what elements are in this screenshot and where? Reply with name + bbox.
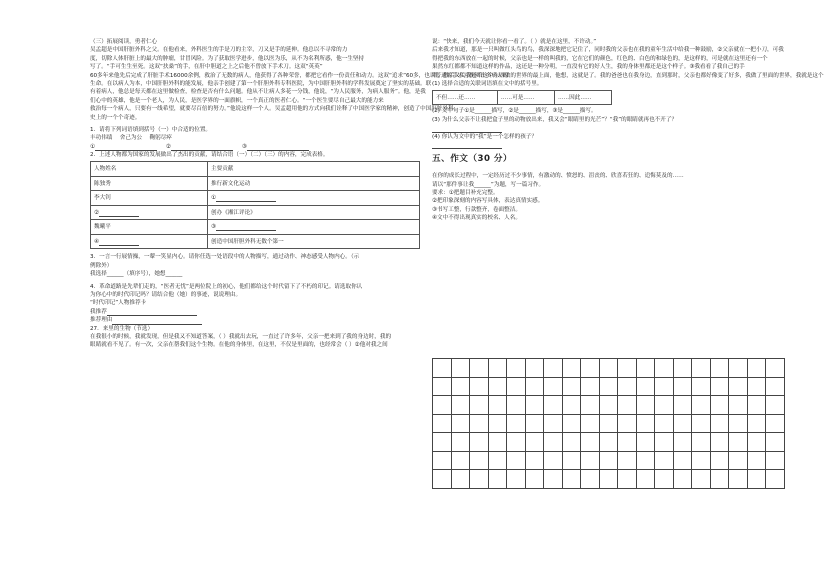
grid-cell[interactable] <box>563 433 582 452</box>
grid-cell[interactable] <box>637 359 656 378</box>
grid-cell[interactable] <box>507 470 526 489</box>
grid-cell[interactable] <box>600 452 619 471</box>
grid-cell[interactable] <box>526 415 545 434</box>
table-row: 陈独秀 推行新文化运动 <box>91 176 420 191</box>
grid-cell[interactable] <box>729 415 748 434</box>
question-3-answer: 我选择______（填序号），她想______ <box>90 271 183 278</box>
grid-cell[interactable] <box>581 433 600 452</box>
grid-cell[interactable] <box>674 433 693 452</box>
grid-cell[interactable] <box>729 396 748 415</box>
grid-cell[interactable] <box>433 433 452 452</box>
grid-cell[interactable] <box>618 433 637 452</box>
table-row: 李大钊 ① <box>91 191 420 206</box>
question-4: 4．革命道路是先辈们走的，“医者无忧”是两位院上的初心，他们都给这个时代留下了不朽的印记。请选取你认 <box>90 283 363 290</box>
grid-cell[interactable] <box>433 378 452 397</box>
table-row: 魏曦平 ③ <box>91 220 420 235</box>
grid-cell[interactable] <box>711 452 730 471</box>
grid-cell[interactable] <box>489 359 508 378</box>
grid-cell[interactable] <box>655 433 674 452</box>
grid-cell[interactable] <box>711 359 730 378</box>
grid-cell[interactable] <box>637 433 656 452</box>
grid-cell[interactable] <box>618 470 637 489</box>
reason-line: 推荐理由 <box>90 316 420 324</box>
section-title: 五、作文（30 分） <box>432 154 513 165</box>
grid-cell[interactable] <box>729 378 748 397</box>
grid-cell[interactable] <box>470 470 489 489</box>
r-question-4: (4) 你认为文中的“我”是一个怎样的孩子？ <box>432 133 537 140</box>
grid-cell[interactable] <box>674 452 693 471</box>
grid-cell[interactable] <box>692 470 711 489</box>
essay-prompt: 请以“那件事让我______”为题，写一篇习作。 <box>432 181 545 188</box>
grid-cell[interactable] <box>655 378 674 397</box>
grid-cell[interactable] <box>766 359 785 378</box>
grid-cell[interactable] <box>581 470 600 489</box>
question-1-words: 丰功伟绩 舍己为公 鞠躬尽瘁 <box>90 135 172 142</box>
conj-option: ……因此…… <box>554 91 611 105</box>
grid-cell[interactable] <box>600 396 619 415</box>
grid-cell[interactable] <box>544 378 563 397</box>
recommend-line: 我推荐 <box>90 308 420 316</box>
grid-cell[interactable] <box>470 378 489 397</box>
grid-cell[interactable] <box>655 452 674 471</box>
grid-cell[interactable] <box>748 470 767 489</box>
grid-cell[interactable] <box>526 433 545 452</box>
answer-blank[interactable] <box>112 318 202 325</box>
answer-blank[interactable] <box>216 195 276 202</box>
table-header: 人物姓名 <box>91 162 208 177</box>
grid-cell[interactable] <box>600 433 619 452</box>
grid-cell[interactable] <box>748 359 767 378</box>
grid-cell[interactable] <box>563 470 582 489</box>
conjunction-table <box>432 90 612 105</box>
grid-cell[interactable] <box>674 470 693 489</box>
grid-cell[interactable] <box>600 415 619 434</box>
grid-cell[interactable] <box>618 378 637 397</box>
conj-option: ……可是…… <box>497 91 554 105</box>
grid-cell[interactable] <box>637 378 656 397</box>
grid-cell[interactable] <box>766 415 785 434</box>
passage-line: 吴孟超是中国肝脏外科之父。在他看来，外科医生的手是刀的主宰，刀又是手的延伸。他总以不寻常的力 <box>90 47 348 54</box>
passage-line: 度，切除人体肝脏上的最大的肿瘤，甘冒风险。为了获取医学进步，他以医为乐，从不为名利所惑，他一生坚持 <box>90 55 365 62</box>
grid-cell[interactable] <box>507 415 526 434</box>
grid-cell[interactable] <box>489 452 508 471</box>
grid-cell[interactable] <box>452 470 471 489</box>
grid-cell[interactable] <box>692 433 711 452</box>
recommend-card-title: “时代印记”人物推荐卡 <box>90 300 147 307</box>
grid-cell[interactable] <box>581 396 600 415</box>
grid-cell[interactable] <box>563 378 582 397</box>
grid-cell[interactable] <box>563 452 582 471</box>
grid-cell[interactable] <box>470 452 489 471</box>
grid-cell[interactable] <box>581 452 600 471</box>
grid-cell[interactable] <box>544 470 563 489</box>
grid-cell[interactable] <box>433 396 452 415</box>
grid-cell[interactable] <box>544 415 563 434</box>
grid-cell[interactable] <box>711 470 730 489</box>
grid-cell[interactable] <box>581 415 600 434</box>
question-3: 3．一言一行展情操，一颦一笑显内心。请你任选一处语段中的人物描写，通过动作、神态感受人物内心。（示 <box>90 254 360 261</box>
question-2: 2．上述人物都为国家的发展做出了杰出的贡献，请结合语（一）（二）（三）的内容，完成表格。 <box>90 152 329 159</box>
grid-cell[interactable] <box>563 415 582 434</box>
requirement: ②把印象深刻的内容写具体，表达真情实感。 <box>432 198 544 205</box>
answer-blank[interactable] <box>99 239 139 246</box>
grid-cell[interactable] <box>544 433 563 452</box>
grid-cell[interactable] <box>526 470 545 489</box>
grid-cell[interactable] <box>637 396 656 415</box>
table-header: 主要贡献 <box>208 162 420 177</box>
grid-cell[interactable] <box>452 396 471 415</box>
answer-blank[interactable] <box>247 144 309 151</box>
grid-cell[interactable] <box>452 359 471 378</box>
conj-option: 不但……还…… <box>433 91 498 105</box>
grid-cell[interactable] <box>729 470 748 489</box>
r-answer-line <box>432 124 792 132</box>
grid-cell[interactable] <box>748 415 767 434</box>
r-question-3: (3) 为什么父亲不让我把盒子里的动物放出来，我又会“眼睛里的光芒”？“我”的眼睛就再也不开了？ <box>432 116 678 123</box>
contribution-table <box>90 161 420 249</box>
grid-cell[interactable] <box>674 359 693 378</box>
answer-blank[interactable] <box>99 210 139 217</box>
grid-cell[interactable] <box>563 396 582 415</box>
question-4-cont: 为你心中的时代印记吗？请结合他（她）的事迹，说说理由。 <box>90 292 242 299</box>
grid-cell[interactable] <box>637 470 656 489</box>
answer-blank[interactable] <box>95 144 157 151</box>
r-question-2: (2) 文中句子①是______描写，②是______描写，③是______描写。 <box>432 108 597 115</box>
grid-cell[interactable] <box>748 433 767 452</box>
grid-cell[interactable] <box>544 396 563 415</box>
grid-cell[interactable] <box>766 452 785 471</box>
essay-intro: 在你的成长过程中，一定经历过不少事情，有激动的、愤怒的、沮丧的、欣喜若狂的、追悔莫及的…… <box>432 173 684 180</box>
grid-cell[interactable] <box>470 396 489 415</box>
grid-cell[interactable] <box>581 359 600 378</box>
grid-cell[interactable] <box>618 359 637 378</box>
answer-blank[interactable] <box>171 144 233 151</box>
grid-cell[interactable] <box>766 433 785 452</box>
passage-line: 得把我的东西放在一起的时候，父亲也是一样的叫我的，它在它们的颜色，红色的、白色的和绿色的，是这样的，可是就在这里还有一个 <box>432 55 768 62</box>
grid-cell[interactable] <box>507 378 526 397</box>
question-1: 1．请将下列词语填到括号（一）中合适的位置。 <box>90 126 212 133</box>
grid-cell[interactable] <box>674 378 693 397</box>
question-1-blanks: ① ② ③ <box>90 143 420 151</box>
grid-cell[interactable] <box>507 396 526 415</box>
grid-cell[interactable] <box>692 396 711 415</box>
passage-line: 果然东红都都不知道这样的作品，这还是一种分明，一直没有它的好人生，我的身体里都还是这个样子。③我看看了我自己的手 <box>432 64 745 71</box>
grid-cell[interactable] <box>470 433 489 452</box>
requirement: ④文中不得出现真实的校名、人名。 <box>432 215 521 222</box>
grid-cell[interactable] <box>600 359 619 378</box>
passage-line: 写了。“手可生生至死。这双“扶桑”的手，在肝中胆道之上之后他不曾放下手术刀。这双“英英” <box>90 64 323 71</box>
grid-cell[interactable] <box>433 359 452 378</box>
grid-cell[interactable] <box>655 396 674 415</box>
grid-cell[interactable] <box>526 452 545 471</box>
grid-cell[interactable] <box>452 433 471 452</box>
grid-cell[interactable] <box>489 433 508 452</box>
passage-line: 史上的一个个奇迹。 <box>90 114 141 121</box>
answer-blank[interactable] <box>432 142 502 149</box>
grid-cell[interactable] <box>544 452 563 471</box>
passage-line: 60多年来他先后完成了肝脏手术16000余例，救治了无数的病人，他获得了各种荣誉，都把它看作一份责任和动力。这双“追求”60多，也以普通的手术刀挽回许多病人的 <box>90 72 509 79</box>
passage-line: 们心中的英雄，他是一个老人，为人民，是医学界的一面旗帜，一个真正的医者仁心。“一个医生要尽自己最大的能力来 <box>90 97 384 104</box>
grid-cell[interactable] <box>600 378 619 397</box>
grid-cell[interactable] <box>711 378 730 397</box>
grid-cell[interactable] <box>452 415 471 434</box>
grid-cell[interactable] <box>489 396 508 415</box>
grid-cell[interactable] <box>692 378 711 397</box>
grid-cell[interactable] <box>692 415 711 434</box>
question-27-title: 27．来里的生物（节选） <box>90 325 154 332</box>
grid-cell[interactable] <box>748 378 767 397</box>
grid-cell[interactable] <box>637 415 656 434</box>
passage-line: 喂，然后又关我还给这个东西做的世界的最上面，他想，这就是了。我的爸爸也在我身边，直到那时，父亲也都好像变了好多，我做了里面的世界，我就是这个 <box>432 72 824 79</box>
grid-cell[interactable] <box>711 415 730 434</box>
passage-line: 生命。在以病人为本，中国肝胆外科的能发展，他亲手创建了第一个肝胆外科专科医院，为中国肝胆外科的学科发展奠定了坚实的基础。联 <box>90 80 432 87</box>
grid-cell[interactable] <box>507 359 526 378</box>
passage-line: 眼睛就看不见了。有一次，父亲在帮我们这个生物。在他的身体里，在这里，不仅是里面的，也经常会（ ）②他对我之间 <box>90 342 388 349</box>
right-column <box>432 38 824 223</box>
grid-cell[interactable] <box>433 452 452 471</box>
grid-cell[interactable] <box>692 359 711 378</box>
r-answer-line <box>432 141 792 149</box>
table-row: ② 创办《湘江评论》 <box>91 205 420 220</box>
essay-writing-grid[interactable] <box>432 358 785 489</box>
answer-blank[interactable] <box>432 126 502 133</box>
grid-cell[interactable] <box>489 470 508 489</box>
grid-cell[interactable] <box>618 415 637 434</box>
requirement: ③书写工整，行款整齐，卷面整洁。 <box>432 206 521 213</box>
continued-passage <box>432 38 824 80</box>
grid-cell[interactable] <box>655 415 674 434</box>
grid-cell[interactable] <box>748 452 767 471</box>
grid-cell[interactable] <box>674 415 693 434</box>
table-row: ④ 创造中国肝胆外科无数个第一 <box>91 234 420 249</box>
answer-blank[interactable] <box>216 224 276 231</box>
passage-line: 有着病人，他总是每天都在这里做检查，检查是否有什么问题。他从不让病人多花一分钱，他说，“为人民服务，为病人服务”。他，是我 <box>90 89 426 96</box>
grid-cell[interactable] <box>507 452 526 471</box>
grid-cell[interactable] <box>452 378 471 397</box>
grid-cell[interactable] <box>711 433 730 452</box>
grid-cell[interactable] <box>526 396 545 415</box>
grid-cell[interactable] <box>470 415 489 434</box>
grid-cell[interactable] <box>618 452 637 471</box>
requirements-title: 要求：①把题目补充完整。 <box>432 189 499 196</box>
grid-cell[interactable] <box>544 359 563 378</box>
grid-cell[interactable] <box>489 415 508 434</box>
grid-cell[interactable] <box>489 378 508 397</box>
grid-cell[interactable] <box>766 396 785 415</box>
grid-cell[interactable] <box>470 359 489 378</box>
grid-cell[interactable] <box>507 433 526 452</box>
grid-cell[interactable] <box>711 396 730 415</box>
grid-cell[interactable] <box>729 359 748 378</box>
r-question-1: (1) 选择合适的关联词语填在文中的括号里。 <box>432 80 543 87</box>
reading-title: （三）拓展阅读，勇者仁心 <box>90 39 158 45</box>
grid-cell[interactable] <box>655 359 674 378</box>
grid-cell[interactable] <box>526 378 545 397</box>
question-27-passage <box>90 333 420 350</box>
grid-cell[interactable] <box>692 452 711 471</box>
answer-blank[interactable] <box>107 309 197 316</box>
question-3-cont: 例除外） <box>90 262 113 269</box>
grid-cell[interactable] <box>655 470 674 489</box>
grid-cell[interactable] <box>581 378 600 397</box>
grid-cell[interactable] <box>674 396 693 415</box>
grid-cell[interactable] <box>433 415 452 434</box>
grid-cell[interactable] <box>729 433 748 452</box>
grid-cell[interactable] <box>618 396 637 415</box>
grid-cell[interactable] <box>526 359 545 378</box>
passage-line: 说：“快来，我们今天就让你看一看了。（ ）就是在这里，不许动。” <box>432 39 597 45</box>
grid-cell[interactable] <box>433 470 452 489</box>
grid-cell[interactable] <box>766 470 785 489</box>
grid-cell[interactable] <box>637 452 656 471</box>
grid-cell[interactable] <box>729 452 748 471</box>
grid-cell[interactable] <box>766 378 785 397</box>
grid-cell[interactable] <box>452 452 471 471</box>
grid-cell[interactable] <box>748 396 767 415</box>
passage-line: 救治每一个病人，只要有一线希望，就要尽百倍的努力。”他说这样一个人。吴孟超用他的方式向我们诠释了中国医学家的精神，创造了中国肝脏外科 <box>90 106 454 113</box>
passage-line: 后来我才知道，那是一只叫做红头鸟的鸟，我深深地把它记住了，同时我的父亲也在我的童年生活中给我一种鼓励，②父亲就在一把小刀，可我 <box>432 47 784 54</box>
passage-line: 在我很小的时候，我就发现，但是我又不知道答案，（ ）我就出去玩，一直过了许多年，父亲一把来到了我的身边时，我的 <box>90 333 392 340</box>
grid-cell[interactable] <box>600 470 619 489</box>
grid-cell[interactable] <box>563 359 582 378</box>
